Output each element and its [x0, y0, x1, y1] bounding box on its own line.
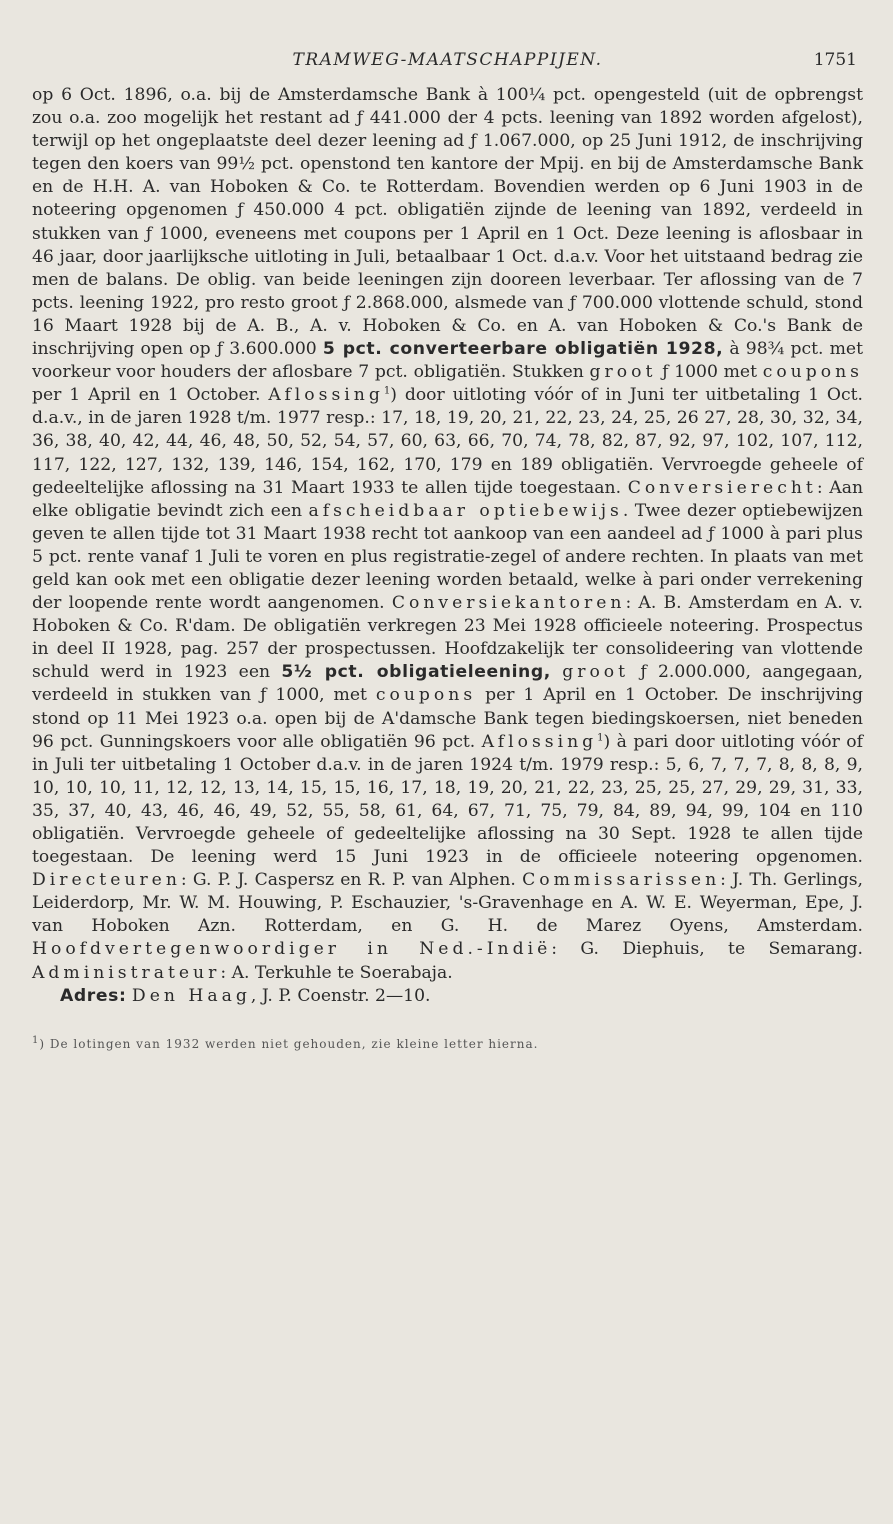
running-title: TRAMWEG-MAATSCHAPPIJEN.: [292, 50, 603, 70]
text-run: op 6 Oct. 1896, o.a. bij de Amsterdamsche Bank à 100¼ pct. opengesteld (uit de opbrengst zou o.a. zoo mogelijk het restant ad ƒ 441.000 der 4 pcts. leening van 1892 worden afgelost), terwijl op het ongeplaatste deel dezer leening ad ƒ 1.067.000, op 25 Juni 1912, de inschrijving tegen den koers van 99½ pct. openstond ten kantore der Mpij. en bij de Amsterdamsche Bank en de H.H. A. van Hoboken & Co. te Rotterdam. Bovendien werden op 6 Juni 1903 in de noteering opgenomen ƒ 450.000 4 pct. obligatiën zijnde de leening van 1892, verdeeld in stukken van ƒ 1000, eveneens met coupons per 1 April en 1 Oct. Deze leening is aflosbaar in 46 jaar, door jaarlijksche uitloting in Juli, betaalbaar 1 Oct. d.a.v. Voor het uitstaand bedrag zie men de balans. De oblig. van beide leeningen zijn dooreen leverbaar. Ter aflossing van de 7 pcts. leening 1922, pro resto groot ƒ 2.868.000, alsmede van ƒ 700.000 vlottende schuld, stond 16 Maart 1928 bij de A. B., A. v. Hoboken & Co. en A. van Hoboken & Co.'s Bank de inschrijving open op ƒ 3.600.000: [32, 85, 863, 360]
spaced-term: afscheidbaar optiebewijs: [308, 500, 623, 521]
text-run: : A. B. Amsterdam en A. v. Hoboken & Co. R'dam. De obligatiën verkregen 23 Mei 1928 officieele noteering. Prospectus in deel II 1928, pag. 257 der prospectussen. Hoofdzakelijk ter consolideering van vlottende schuld werd in 1923 een: [32, 593, 863, 683]
spaced-term: Hoofdvertegenwoordiger in Ned.-Indië: [32, 939, 552, 960]
spaced-term: Aflossing: [481, 731, 598, 752]
text-run: per 1 April en 1 October. De inschrijving stond op 11 Mei 1923 o.a. open bij de A'damsche Bank tegen biedingskoersen, niet beneden 96 pct. Gunningskoers voor alle obligatiën 96 pct.: [32, 685, 864, 752]
spaced-term: Directeuren: [32, 870, 181, 891]
footnote: [32, 1036, 863, 1052]
page-number: 1751: [813, 50, 857, 70]
address-label: Adres:: [60, 985, 127, 1006]
text-run: ) à pari door uitloting vóór of in Juli ter uitbetaling 1 October d.a.v. in de jaren 1924 t/m. 1979 resp.: 5, 6, 7, 7, 7, 8, 8, 8, 9, 10, 10, 10, 11, 12, 12, 13, 14, 15, 15, 16, 17, 18, 19, 20, 21, 22, 23, 25, 25, 27, 29, 29, 31, 33, 35, 37, 40, 43, 46, 46, 49, 52, 55, 58, 61, 64, 67, 71, 75, 79, 84, 89, 94, 99, 104 en 110 obligatiën. Vervroegde geheele of gedeeltelijke aflossing na 30 Sept. 1928 te allen tijde toegestaan. De leening werd 15 Juni 1923 in de officieele noteering opgenomen.: [32, 731, 863, 868]
running-header: [32, 44, 863, 84]
spaced-term: Conversierecht: [627, 477, 817, 498]
text-run: ƒ 2.000.000, aangegaan, verdeeld in stukken van ƒ 1000, met: [32, 662, 863, 706]
text-run: : G. P. J. Caspersz en R. P. van Alphen.: [180, 870, 523, 891]
spaced-term: Conversiekantoren: [391, 593, 626, 614]
spaced-term: coupons: [375, 685, 477, 706]
text-run: : J. Th. Gerlings, Leiderdorp, Mr. W. M. Houwing, P. Eschauzier, 's-Gravenhage en A. W. E. Weyerman, Epe, J. van Hoboken Azn. Rotterdam, en G. H. de Marez Oyens, Amsterdam.: [32, 870, 864, 937]
section-heading-obligatieleening: 5½ pct. obligatieleening,: [281, 662, 551, 683]
spaced-term: Administrateur: [32, 962, 221, 983]
text-run: : A. Terkuhle te Soerabaja.: [220, 962, 453, 983]
section-heading-converteerbare: 5 pct. converteerbare obligatiën 1928,: [322, 339, 724, 360]
footnote-marker: 1: [32, 1034, 40, 1046]
text-run: ) door uitloting vóór of in Juni ter uitbetaling 1 Oct. d.a.v., in de jaren 1928 t/m. 1977 resp.: 17, 18, 19, 20, 21, 22, 23, 24, 25, 26 27, 28, 30, 32, 34, 36, 38, 40, 42, 44, 46, 48, 50, 52, 54, 57, 60, 63, 66, 70, 74, 78, 82, 87, 92, 97, 102, 107, 112, 117, 122, 127, 132, 139, 146, 154, 162, 170, 179 en 189 obligatiën. Vervroegde geheele of gedeeltelijke aflossing na 31 Maart 1933 te allen tijde toegestaan.: [32, 385, 864, 498]
spaced-term: groot: [562, 662, 630, 683]
footnote-text: ) De lotingen van 1932 werden niet gehouden, zie kleine letter hierna.: [39, 1036, 539, 1051]
address-value: , J. P. Coenstr. 2—10.: [250, 985, 431, 1006]
text-run: : G. Diephuis, te Semarang.: [551, 939, 863, 960]
spaced-term: Aflossing: [268, 385, 384, 406]
address-city: Den Haag: [131, 985, 251, 1006]
text-run: [551, 662, 562, 682]
text-run: : Aan elke obligatie bevindt zich een: [32, 477, 864, 521]
text-run: . Twee dezer optiebewijzen geven te allen tijde tot 31 Maart 1938 recht tot aankoop van een aandeel ad ƒ 1000 à pari plus 5 pct. rente vanaf 1 Juli te voren en plus registratie-zegel of andere rechten. In plaats van met geld kan ook met een obligatie dezer leening worden betaald, welke à pari onder verrekening der loopende rente wordt aangenomen.: [32, 500, 863, 614]
spaced-term: coupons: [762, 362, 863, 383]
address-line: [60, 985, 863, 1008]
spaced-term: groot: [589, 362, 657, 383]
footnote-marker: 1: [597, 731, 604, 743]
spaced-term: Commissarissen: [522, 870, 721, 891]
footnote-marker: 1: [383, 385, 391, 397]
text-run: à 98¾ pct. met voorkeur voor houders der aflosbare 7 pct. obligatiën. Stukken: [32, 339, 863, 383]
text-run: ƒ 1000 met: [656, 362, 763, 383]
text-run: per 1 April en 1 October.: [32, 385, 269, 406]
body-paragraph: [32, 84, 863, 985]
